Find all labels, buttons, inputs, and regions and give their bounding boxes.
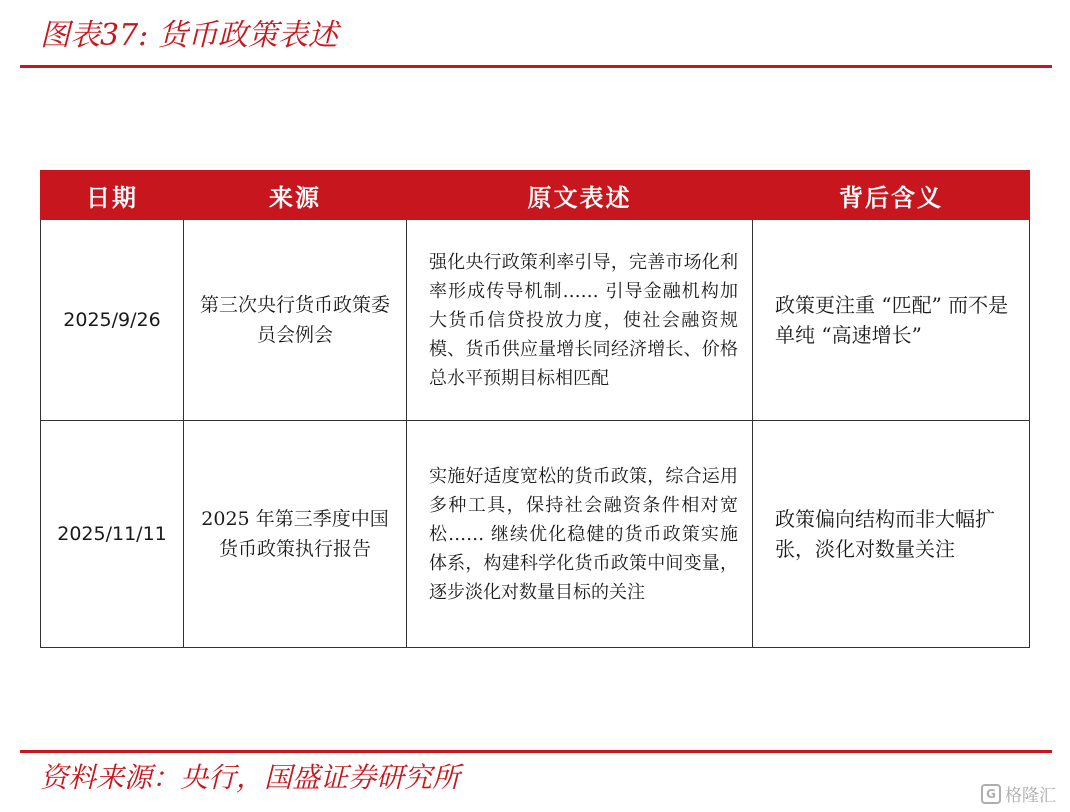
header-date: 日期 (41, 171, 184, 220)
figure-title: 图表37: 货币政策表述 (40, 18, 338, 53)
row-source: 2025 年第三季度中国货币政策执行报告 (184, 421, 407, 648)
table-row (41, 421, 1030, 648)
row-date: 2025/9/26 (41, 220, 184, 421)
row-meaning: 政策更注重 “匹配” 而不是单纯 “高速增长” (753, 220, 1030, 421)
watermark-text: 格隆汇 (1005, 786, 1056, 806)
watermark (981, 781, 1056, 806)
header-source: 来源 (184, 171, 407, 220)
row-quote: 实施好适度宽松的货币政策，综合运用多种工具，保持社会融资条件相对宽松…… 继续优化稳健的货币政策实施体系，构建科学化货币政策中间变量，逐步淡化对数量目标的关注 (407, 421, 753, 648)
row-quote: 强化央行政策利率引导，完善市场化利率形成传导机制…… 引导金融机构加大货币信贷投放力度，使社会融资规模、货币供应量增长同经济增长、价格总水平预期目标相匹配 (407, 220, 753, 421)
row-meaning: 政策偏向结构而非大幅扩张，淡化对数量关注 (753, 421, 1030, 648)
gelonghui-logo-icon: G (981, 784, 1001, 804)
title-divider (20, 65, 1052, 68)
table-header-row (41, 171, 1030, 220)
source-note: 资料来源：央行，国盛证券研究所 (40, 761, 461, 794)
row-source: 第三次央行货币政策委员会例会 (184, 220, 407, 421)
footer-divider (20, 750, 1052, 753)
policy-table (40, 170, 1030, 648)
row-date: 2025/11/11 (41, 421, 184, 648)
header-quote: 原文表述 (407, 171, 753, 220)
header-meaning: 背后含义 (753, 171, 1030, 220)
table-row (41, 220, 1030, 421)
